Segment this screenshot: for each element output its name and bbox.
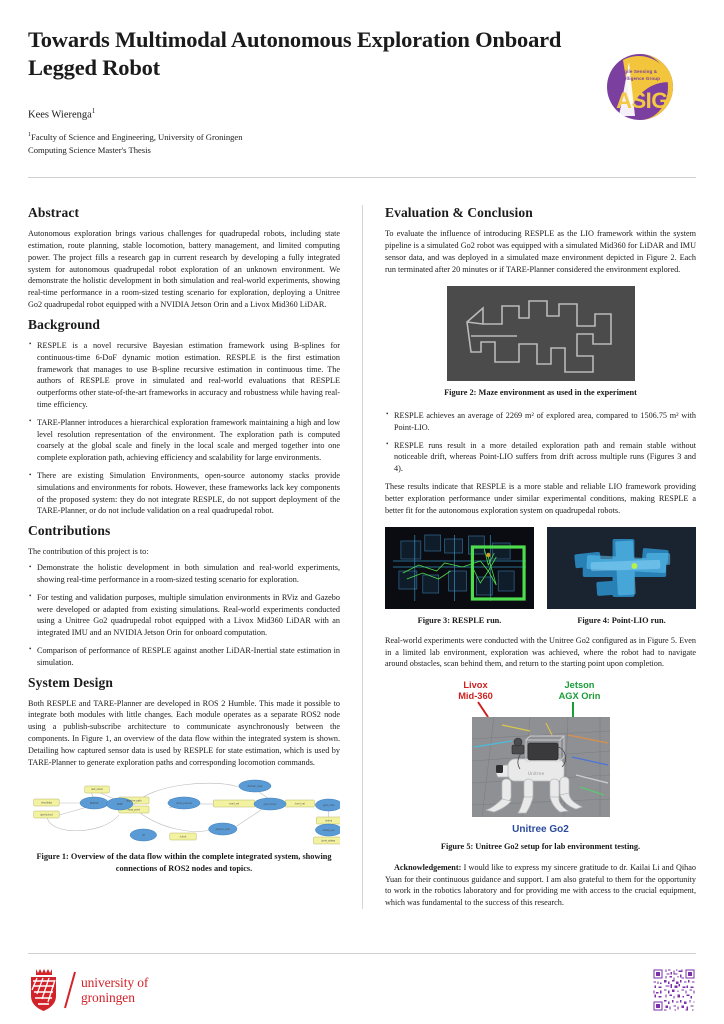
poster-footer [28,953,696,1012]
svg-text:/tf: /tf [142,834,145,838]
list-item: • Demonstrate the holistic development in both simulation and real-world experiments, showing real-time performance in a room-sized testing scenario for exploration. [28,562,340,586]
list-item: • RESPLE achieves an average of 2269 m² of explored area, compared to 1506.75 m² with Point-LIO. [385,410,696,434]
figure-2-caption: Figure 2: Maze environment as used in the experiment [444,388,637,398]
figure-1-caption: Figure 1: Overview of the data flow within the complete integrated system, showing connections of ROS2 nodes and topics. [36,852,332,873]
background-list [28,340,340,517]
lidar-leader-line [478,702,488,717]
compute-annotation-line-2: AGX Orin [558,691,601,702]
svg-text:/cmd_vel: /cmd_vel [294,802,305,807]
figure-2-block [385,286,696,398]
figure-1-block [28,777,340,874]
slash-icon [59,968,81,1012]
point-lio-run-drawing [547,527,696,609]
svg-text:/go2_node: /go2_node [322,804,335,808]
resple-run-drawing [385,527,534,609]
svg-text:/state_pub: /state_pub [322,829,335,833]
acknowledgement-block [385,862,696,909]
list-item: • RESPLE is a novel recursive Bayesian estimation framework using B-splines for continuous-time 6-DoF dynamic motion estimation. RESPLE is the first estimation framework that manages to use B-spline recursive estimation in continuous time. The authors of RESPLE prove in simulated and real-world evaluations that RESPLE outperforms other state-of-the-art frameworks in accuracy and robustness while having real-time efficiency. [28,340,340,411]
author-line [28,107,696,121]
lidar-annotation-label [438,680,514,702]
svg-text:/pointcloud: /pointcloud [40,813,53,818]
affiliation-marker: 1 [28,131,32,139]
contributions-heading: Contributions [28,523,111,539]
realworld-text: Real-world experiments were conducted with the Unitree Go2 configured as in Figure 5. Even in a limited lab environment, exploration was achieved, where the robot had to navigate around obstacles, scan behind them, and return to the starting point upon completion. [385,635,696,669]
list-item: • Comparison of performance of RESPLE against another LiDAR-Inertial state estimation in simulation. [28,645,340,669]
svg-text:RESPLE: RESPLE [89,802,99,806]
unitree-go2-drawing [472,717,610,817]
svg-text:/imu/data: /imu/data [40,801,52,806]
asig-acronym: ASIG [616,88,668,113]
robot-label: Unitree Go2 [512,824,569,836]
svg-text:/odom: /odom [325,819,333,824]
abstract-text: Autonomous exploration brings various challenges for quadrupedal robots, including state estimation, route planning, stable locomotion, battery management, and limited computing power. The project fills a research gap in current research by developing a fully integrated system for autonomous quadrupedal robot exploration of an unknown environment. We demonstrate the holistic development in both simulation and real-world experiments, showing real-time performance in a room-sized testing scenario for exploration, deploying a Unitree Go2 quadrupedal robot equipped with a NVIDIA Jetson Orin and a Livox Mid360 LiDAR. [28,229,340,310]
lidar-annotation-line-2: Mid-360 [458,691,493,702]
svg-text:/go2_driver: /go2_driver [263,803,277,807]
svg-text:Unitree: Unitree [527,772,544,778]
asig-tagline-line-1: Agile Sensing & [620,69,658,74]
figure-3-caption: Figure 3: RESPLE run. [417,616,502,626]
svg-text:/way_point: /way_point [127,808,141,813]
svg-text:/local_planner: /local_planner [176,802,192,806]
poster-header [28,0,696,156]
ros-node-graph-figure [28,777,340,845]
right-column [362,205,696,909]
asig-tagline-line-2: Intelligence Group [617,75,661,81]
abstract-heading: Abstract [28,205,80,221]
figures-3-and-4-block [385,527,696,626]
evaluation-heading: Evaluation & Conclusion [385,205,533,221]
svg-text:/joint_states: /joint_states [321,839,336,844]
list-item: • For testing and validation purposes, multiple simulation environments in RViz and Gazebo were developed or adapted from existing simulations. Real-world experiments conducted using a Unitree Go2 quadrupedal robot equipped with a Livox Mid360 LiDAR with an integrated IMU and an NVIDIA Jetson Orin for onboard computation. [28,592,340,639]
svg-text:/ext_odom: /ext_odom [91,788,103,792]
university-crest-icon [28,968,59,1012]
evaluation-text: To evaluate the influence of introducing RESPLE as the LIO framework within the system pipeline is a simulated Go2 robot was equipped with a simulated Mid360 for LiDAR and IMU sensor data, and was deployed in a simulated maze environment depicted in Figure 2. Each run terminated after 20 minutes or if TARE-Planner considered the environment explored. [385,229,696,274]
footer-divider [28,953,696,954]
list-item: • TARE-Planner introduces a hierarchical exploration framework maintaining a high and low level resolution representation of the environment. The exploration path is computed coarsely at the global scale and finely in the local scale and merged together into one complete exploration path, achieving efficiency and scalability for large environments. [28,417,340,464]
figure-4-caption: Figure 4: Point-LIO run. [577,616,666,626]
svg-text:/sensor_scan: /sensor_scan [215,828,231,832]
contributions-lead-in: The contribution of this project is to: [28,547,149,557]
affiliation-block [28,131,696,156]
compute-annotation-line-1: Jetson [564,680,595,691]
logo-slash [59,968,81,1012]
figure-5-block [385,680,696,852]
unitree-go2-photo [472,717,610,817]
maze-environment-image [447,286,635,381]
poster-columns [28,205,696,909]
university-name-line-1: university of [81,974,149,990]
left-column [28,205,362,909]
asig-tagline [605,69,673,83]
background-heading: Background [28,316,101,332]
system-design-heading: System Design [28,674,113,690]
asig-logo [605,52,675,122]
header-divider [28,177,696,178]
svg-text:/terrain_map: /terrain_map [247,785,263,789]
acknowledgement-text: I would like to express my sincere gratitude to dr. Kailai Li and Qihao Yuan for their continuous guidance and support. I am also grateful to them for the opportunity to work in the robotics laboratory and for providing me with access to the crucial equipment, which was fundamental to the success of this research. [385,862,696,908]
university-name [81,975,148,1005]
results-conclusion-text: These results indicate that RESPLE is a more stable and reliable LIO framework providing better exploration performance under similar experimental conditions, making RESPLE a better fit for the autonomous exploration system on quadrupedal robots. [385,481,696,515]
acknowledgement-label: Acknowledgement: [394,862,462,872]
affiliation-line-1: Faculty of Science and Engineering, University of Groningen [31,132,243,143]
list-item: • There are existing Simulation Environments, open-source autonomy stacks provide simulations and environments for robots. However, these frameworks lack key components of the proposed system: they do not integrate RESPLE, do not support deployment of the TARE-Planner, or do not include validation on a real quadrupedal robot. [28,470,340,517]
footer-row [28,968,696,1012]
svg-text:/explore_path: /explore_path [126,799,142,804]
page-title: Towards Multimodal Autonomous Exploration Onboard Legged Robot [28,27,562,80]
results-list [385,410,696,475]
contributions-list [28,562,340,669]
compute-annotation-label [538,680,622,702]
affiliation-line-2: Computing Science Master's Thesis [28,144,151,155]
figure-4-block [547,527,696,626]
system-design-text: Both RESPLE and TARE-Planner are developed in ROS 2 Humble. This made it possible to integrate both modules with little changes. Each module operates as a separate ROS2 node using a publish-subscribe architecture to communicate asynchronously between the components. In Figure 1, an overview of the data flow within the integrated system is shown. Detailing how captured sensor data is used by RESPLE for state estimation, which is used by TARE-Planner to generate exploration paths and corresponding locomotion commands. [28,698,340,767]
university-logo [28,968,148,1012]
author-name: Kees Wierenga [28,109,92,121]
qr-code[interactable] [652,968,696,1012]
figure-3-block [385,527,534,626]
figure-5-annotations [442,680,640,717]
maze-drawing [447,286,635,381]
svg-text:/clock: /clock [179,835,187,840]
resple-run-image [385,527,534,609]
svg-text:TARE: TARE [116,803,123,807]
lidar-annotation-line-1: Livox [463,680,488,691]
point-lio-run-image [547,527,696,609]
svg-text:/cmd_vel: /cmd_vel [229,802,240,807]
university-name-line-2: groningen [81,990,135,1005]
author-affiliation-marker: 1 [91,106,96,115]
figure-5-caption: Figure 5: Unitree Go2 setup for lab environment testing. [440,842,641,852]
list-item: • RESPLE runs result in a more detailed exploration path and remain stable without noticeable drift, whereas Point-LIO suffers from drift across multiple runs (Figures 3 and 4). [385,440,696,475]
